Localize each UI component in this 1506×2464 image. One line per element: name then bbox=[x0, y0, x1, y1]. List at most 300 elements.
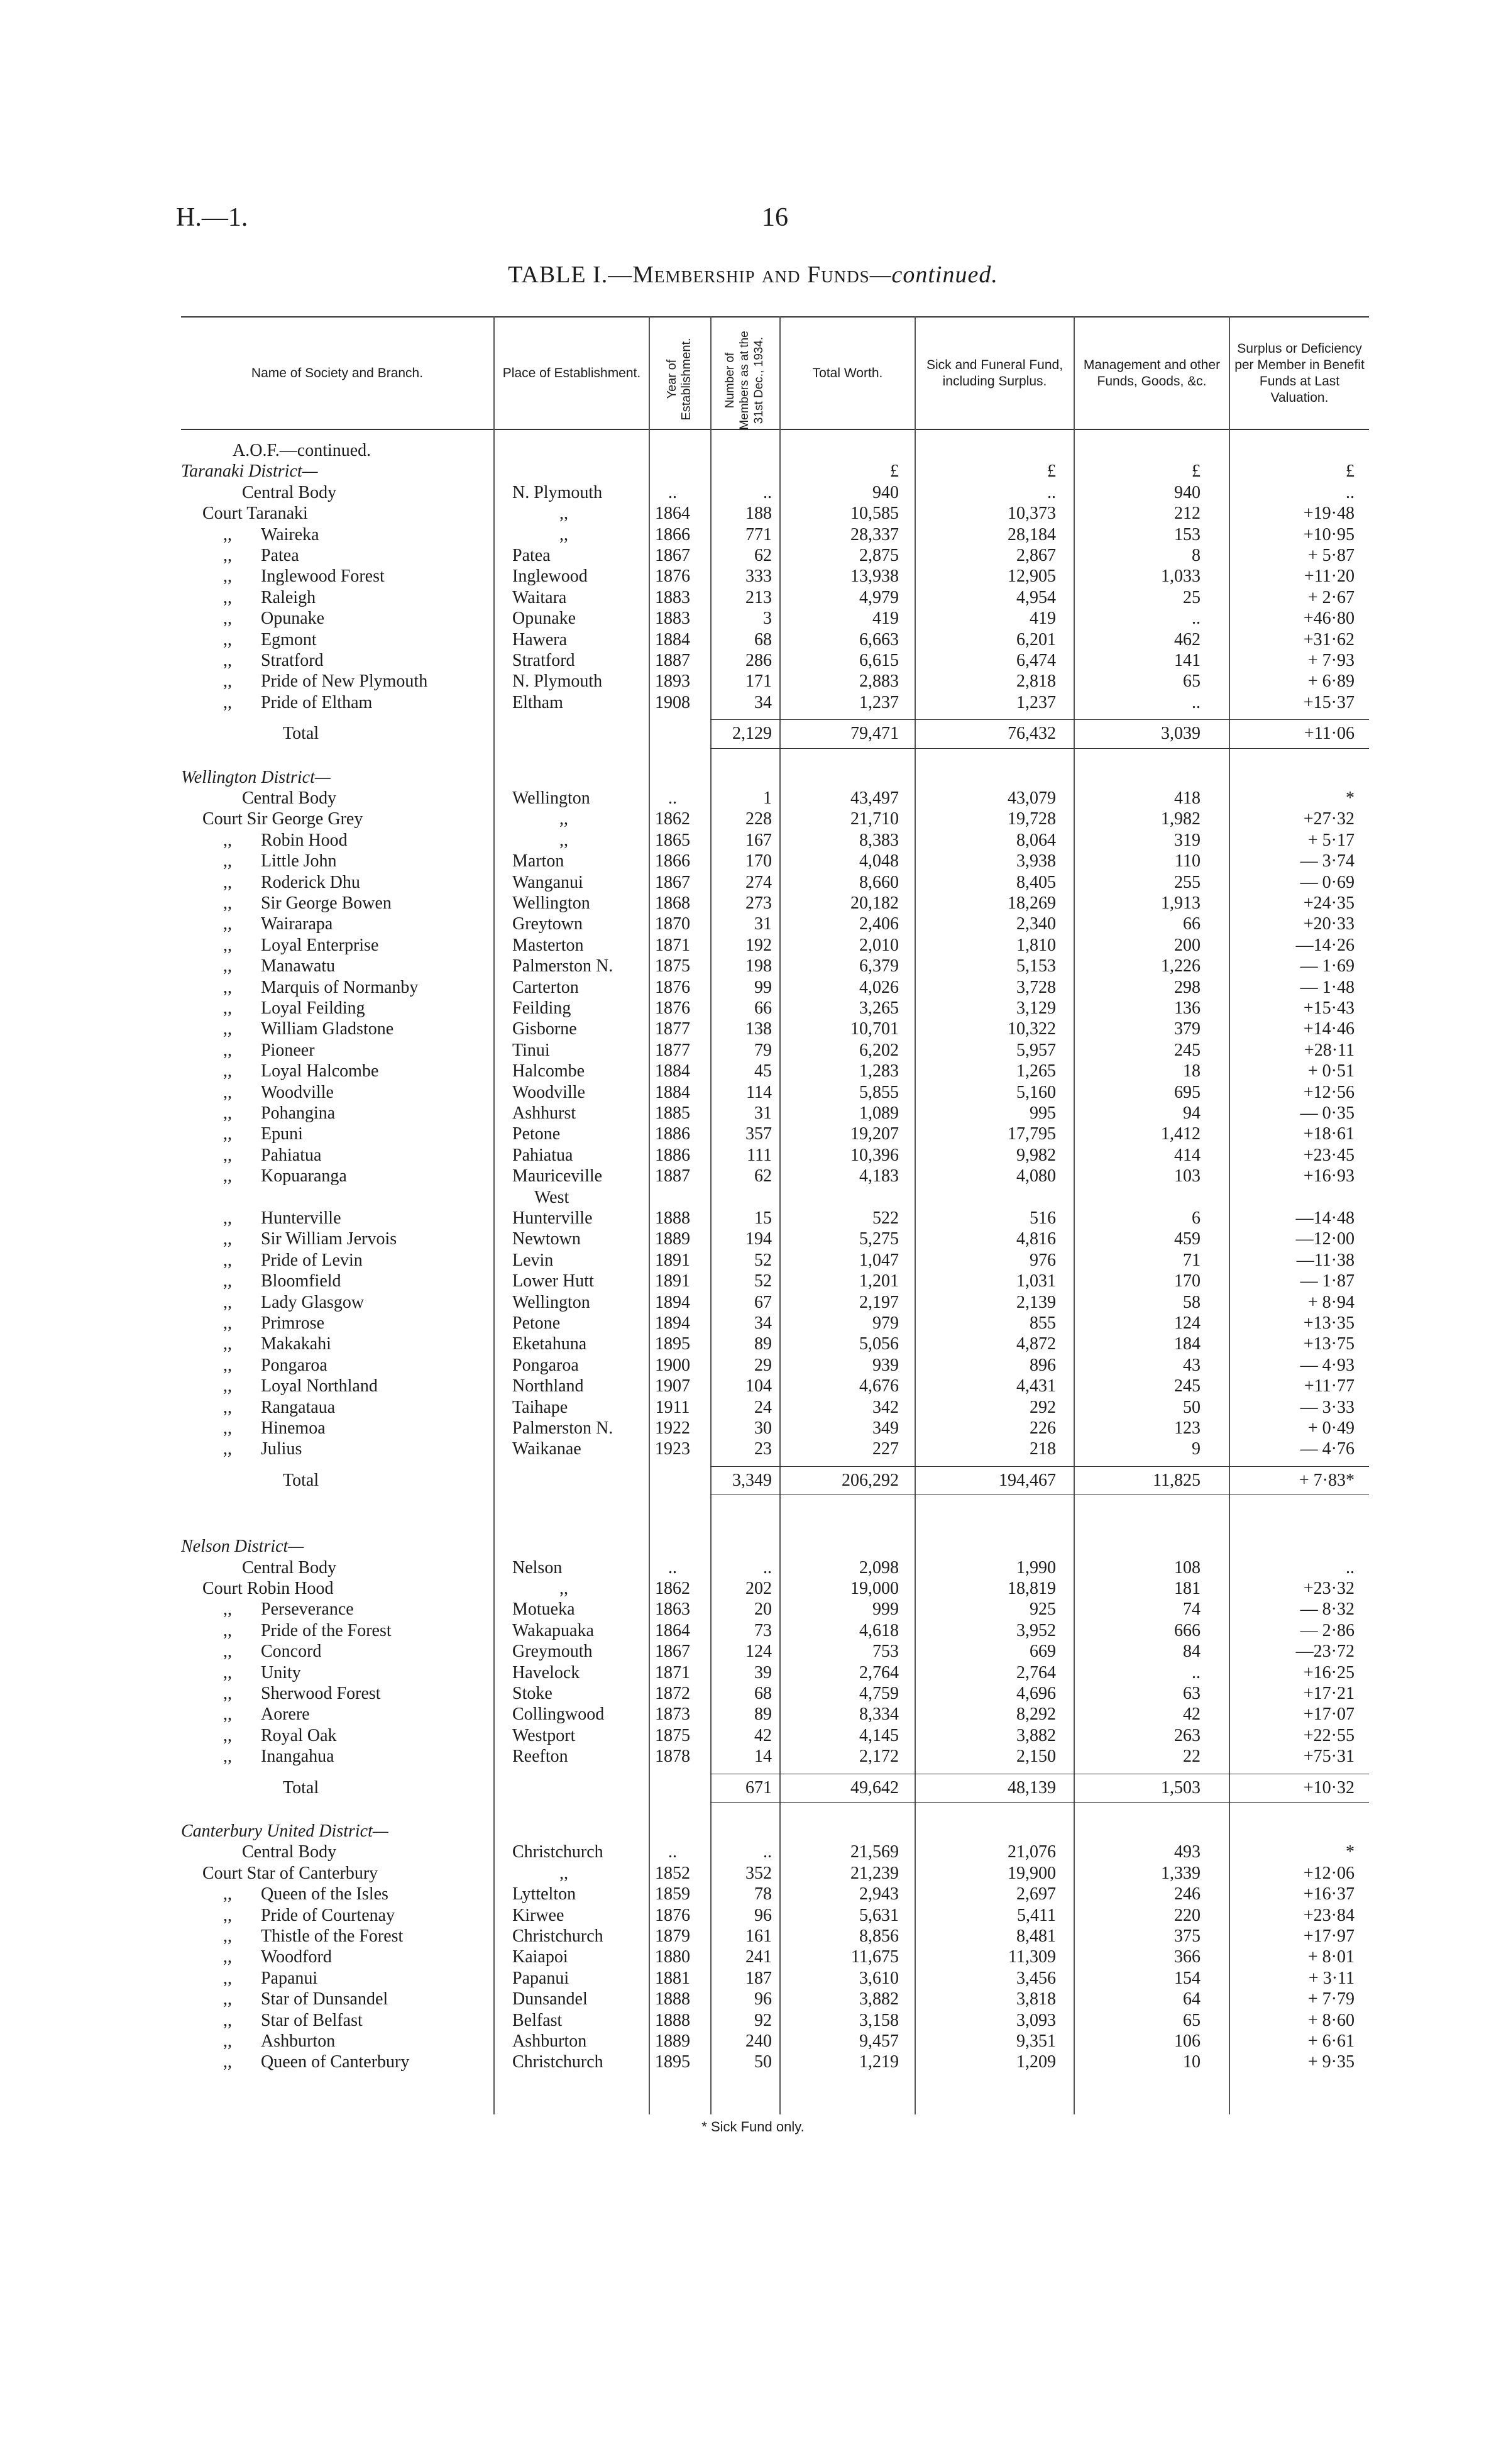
sick-fund: 3,938 bbox=[1016, 851, 1056, 871]
total-worth: 2,875 bbox=[859, 546, 899, 565]
table-row bbox=[0, 1397, 1506, 1418]
place-of-establishment: Halcombe bbox=[512, 1061, 585, 1081]
table-row bbox=[0, 629, 1506, 651]
col-header-year: Year of Establishment. bbox=[665, 338, 693, 421]
place-of-establishment: Feilding bbox=[512, 998, 571, 1018]
place-of-establishment: Mauriceville bbox=[512, 1166, 603, 1186]
sick-fund: 292 bbox=[1030, 1397, 1056, 1417]
ditto-mark: ,, bbox=[223, 893, 232, 913]
member-count: 52 bbox=[754, 1271, 772, 1291]
total-worth: 2,883 bbox=[859, 671, 899, 692]
total-worth: 4,676 bbox=[859, 1376, 899, 1396]
place-of-establishment: Christchurch bbox=[512, 1926, 603, 1946]
sick-fund: 855 bbox=[1030, 1313, 1056, 1333]
table-row bbox=[0, 956, 1506, 977]
place-of-establishment: Inglewood bbox=[512, 566, 588, 587]
surplus-deficiency: + 7·93 bbox=[1307, 651, 1355, 670]
col-header-total-worth: Total Worth. bbox=[812, 365, 883, 380]
surplus-deficiency: +17·07 bbox=[1303, 1704, 1355, 1725]
place-of-establishment: Papanui bbox=[512, 1968, 569, 1988]
sick-fund: 1,209 bbox=[1016, 2052, 1056, 2072]
currency-symbol: £ bbox=[1346, 461, 1355, 482]
member-count: 96 bbox=[754, 1905, 772, 1925]
branch-name: ,, Woodville bbox=[223, 1082, 334, 1102]
year-established: 1863 bbox=[655, 1599, 690, 1620]
management-funds: 493 bbox=[1174, 1842, 1201, 1862]
member-count: 286 bbox=[745, 651, 772, 670]
total-worth: 10,585 bbox=[850, 504, 899, 524]
management-funds: 66 bbox=[1183, 914, 1201, 934]
total-worth: 6,379 bbox=[859, 956, 899, 976]
table-row bbox=[0, 1124, 1506, 1145]
surplus-deficiency: +16·25 bbox=[1303, 1662, 1355, 1682]
total-worth: 979 bbox=[872, 1313, 899, 1333]
table-row bbox=[0, 671, 1506, 692]
total-worth: 4,759 bbox=[859, 1684, 899, 1703]
branch-name: ,, Loyal Northland bbox=[223, 1376, 378, 1396]
ditto-mark: ,, bbox=[223, 1989, 232, 2009]
member-count: 92 bbox=[754, 2010, 772, 2030]
year-established: 1878 bbox=[655, 1747, 690, 1767]
management-funds: 9 bbox=[1192, 1439, 1201, 1459]
branch-name: ,, Roderick Dhu bbox=[223, 872, 360, 892]
branch-name: ,, Patea bbox=[223, 546, 299, 565]
member-count: 241 bbox=[745, 1947, 772, 1967]
table-row bbox=[0, 788, 1506, 809]
branch-name: ,, Pride of Courtenay bbox=[223, 1905, 395, 1925]
member-count: 187 bbox=[745, 1968, 772, 1988]
sick-fund: 5,153 bbox=[1016, 956, 1056, 976]
table-row bbox=[0, 503, 1506, 524]
place-of-establishment: Waikanae bbox=[512, 1439, 581, 1459]
ditto-mark: ,, bbox=[223, 1947, 232, 1967]
management-funds: 414 bbox=[1174, 1145, 1201, 1165]
year-established: 1894 bbox=[655, 1292, 690, 1312]
year-established: 1884 bbox=[655, 1082, 690, 1102]
management-funds: 212 bbox=[1174, 504, 1201, 524]
place-of-establishment: ,, bbox=[559, 830, 568, 850]
surplus-deficiency: +15·43 bbox=[1303, 998, 1355, 1018]
table-row bbox=[0, 914, 1506, 935]
branch-name: ,, Julius bbox=[223, 1439, 302, 1459]
member-count: 20 bbox=[754, 1599, 772, 1620]
total-worth: 11,675 bbox=[851, 1947, 899, 1967]
ditto-mark: ,, bbox=[223, 1725, 232, 1745]
ditto-mark: ,, bbox=[223, 1166, 232, 1186]
ditto-mark: ,, bbox=[223, 1334, 232, 1354]
place-of-establishment: Dunsandel bbox=[512, 1989, 588, 2009]
surplus-deficiency: —23·72 bbox=[1295, 1642, 1355, 1662]
total-worth: 8,383 bbox=[859, 830, 899, 850]
place-of-establishment: Havelock bbox=[512, 1662, 580, 1682]
total-worth: 21,569 bbox=[850, 1842, 899, 1862]
management-funds: 42 bbox=[1183, 1704, 1201, 1725]
surplus-deficiency: — 4·93 bbox=[1300, 1355, 1355, 1375]
management-funds: 170 bbox=[1174, 1271, 1201, 1291]
place-of-establishment: Wellington bbox=[512, 788, 590, 808]
table-row bbox=[0, 1641, 1506, 1662]
total-worth: 999 bbox=[872, 1599, 899, 1620]
total-worth: 19,207 bbox=[850, 1124, 899, 1144]
sick-fund: 2,764 bbox=[1016, 1662, 1056, 1682]
place-of-establishment: Stoke bbox=[512, 1684, 552, 1703]
management-funds: 245 bbox=[1174, 1040, 1201, 1060]
sick-fund: 3,952 bbox=[1016, 1620, 1056, 1640]
sick-fund: 4,872 bbox=[1016, 1334, 1056, 1354]
ditto-mark: ,, bbox=[223, 692, 232, 712]
total-label: Total bbox=[283, 1777, 319, 1798]
ditto-mark: ,, bbox=[223, 1229, 232, 1249]
sick-fund: 11,309 bbox=[1008, 1947, 1056, 1967]
management-funds: .. bbox=[1192, 609, 1201, 629]
branch-name: ,, Papanui bbox=[223, 1968, 318, 1988]
table-row bbox=[0, 1746, 1506, 1767]
total-worth: 8,856 bbox=[859, 1926, 899, 1946]
year-established: 1894 bbox=[655, 1313, 690, 1333]
surplus-deficiency: +22·55 bbox=[1303, 1725, 1355, 1745]
place-of-establishment: Palmerston N. bbox=[512, 956, 613, 976]
ditto-mark: ,, bbox=[223, 1313, 232, 1333]
ditto-mark: ,, bbox=[223, 1439, 232, 1459]
member-count: 1 bbox=[763, 788, 772, 808]
management-funds: 1,982 bbox=[1161, 809, 1201, 829]
surplus-deficiency: — 1·87 bbox=[1300, 1271, 1355, 1291]
sick-fund: 2,340 bbox=[1016, 914, 1056, 934]
surplus-deficiency: + 9·35 bbox=[1307, 2052, 1355, 2072]
total-surplus: +10·32 bbox=[1303, 1777, 1355, 1798]
sick-fund: 19,900 bbox=[1008, 1863, 1056, 1883]
member-count: .. bbox=[763, 482, 772, 502]
management-funds: 8 bbox=[1192, 546, 1201, 565]
section-title bbox=[0, 1821, 1506, 1842]
management-funds: 22 bbox=[1183, 1747, 1201, 1767]
sick-fund: 516 bbox=[1030, 1208, 1056, 1228]
member-count: 161 bbox=[745, 1926, 772, 1946]
management-funds: 153 bbox=[1174, 524, 1201, 544]
surplus-deficiency: +13·35 bbox=[1303, 1313, 1355, 1333]
sick-fund: 2,867 bbox=[1016, 546, 1056, 565]
member-count: 78 bbox=[754, 1884, 772, 1904]
sick-fund: 2,139 bbox=[1016, 1292, 1056, 1312]
surplus-deficiency: — 0·35 bbox=[1300, 1103, 1355, 1123]
place-of-establishment: ,, bbox=[559, 1579, 568, 1598]
total-worth: 5,855 bbox=[859, 1082, 899, 1102]
sick-fund: 9,982 bbox=[1016, 1145, 1056, 1165]
table-row bbox=[0, 1208, 1506, 1229]
ditto-mark: ,, bbox=[223, 1662, 232, 1682]
place-of-establishment: Kaiapoi bbox=[512, 1947, 568, 1967]
branch-name: ,, Queen of Canterbury bbox=[223, 2052, 410, 2072]
table-row bbox=[0, 1313, 1506, 1334]
branch-name: ,, Pohangina bbox=[223, 1103, 336, 1123]
sick-fund: 2,150 bbox=[1016, 1747, 1056, 1767]
management-funds: 940 bbox=[1174, 482, 1201, 502]
table-row bbox=[0, 1662, 1506, 1684]
management-funds: 141 bbox=[1174, 651, 1201, 670]
table-row bbox=[0, 1704, 1506, 1725]
ditto-mark: ,, bbox=[223, 609, 232, 629]
total-worth: 2,406 bbox=[859, 914, 899, 934]
year-established: .. bbox=[668, 1842, 677, 1862]
surplus-deficiency: +19·48 bbox=[1303, 504, 1355, 524]
footnote: * Sick Fund only. bbox=[701, 2119, 805, 2135]
total-worth: 1,219 bbox=[859, 2052, 899, 2072]
year-established: 1889 bbox=[655, 2031, 690, 2051]
ditto-mark: ,, bbox=[223, 1642, 232, 1662]
member-count: 240 bbox=[745, 2031, 772, 2051]
total-worth: 2,010 bbox=[859, 935, 899, 955]
management-funds: 103 bbox=[1174, 1166, 1201, 1186]
member-count: 202 bbox=[745, 1579, 772, 1598]
currency-symbol: £ bbox=[1047, 461, 1056, 482]
year-established: 1888 bbox=[655, 1989, 690, 2009]
year-established: 1884 bbox=[655, 629, 690, 649]
ditto-mark: ,, bbox=[223, 1019, 232, 1039]
total-worth: 10,396 bbox=[850, 1145, 899, 1165]
table-row bbox=[0, 1103, 1506, 1124]
year-established: 1873 bbox=[655, 1704, 690, 1725]
branch-name: ,, Pioneer bbox=[223, 1040, 315, 1060]
ditto-mark: ,, bbox=[223, 1376, 232, 1396]
member-count: 34 bbox=[754, 692, 772, 712]
total-worth-sum: 49,642 bbox=[850, 1777, 899, 1798]
ditto-mark: ,, bbox=[223, 1103, 232, 1123]
place-of-establishment-cont: West bbox=[534, 1187, 569, 1207]
place-of-establishment: Greymouth bbox=[512, 1642, 593, 1662]
branch-name: ,, Kopuaranga bbox=[223, 1166, 347, 1186]
total-worth: 20,182 bbox=[850, 893, 899, 913]
member-count: 352 bbox=[745, 1863, 772, 1883]
total-worth: 21,239 bbox=[850, 1863, 899, 1883]
year-established: 1867 bbox=[655, 872, 690, 892]
sick-fund: 226 bbox=[1030, 1418, 1056, 1438]
place-of-establishment: ,, bbox=[559, 504, 568, 524]
place-of-establishment: Ashhurst bbox=[512, 1103, 576, 1123]
table-row bbox=[0, 1229, 1506, 1250]
management-funds: 1,033 bbox=[1161, 566, 1201, 587]
district-name: Nelson District— bbox=[181, 1537, 304, 1557]
member-count: 15 bbox=[754, 1208, 772, 1228]
member-count: 34 bbox=[754, 1313, 772, 1333]
surplus-deficiency: +23·32 bbox=[1303, 1579, 1355, 1598]
sick-fund: 419 bbox=[1030, 609, 1056, 629]
total-rule bbox=[710, 719, 1369, 720]
branch-name: ,, Robin Hood bbox=[223, 830, 348, 850]
year-established: 1922 bbox=[655, 1418, 690, 1438]
total-worth: 21,710 bbox=[850, 809, 899, 829]
surplus-deficiency: +28·11 bbox=[1304, 1040, 1355, 1060]
table-row bbox=[0, 1683, 1506, 1704]
member-count: 194 bbox=[745, 1229, 772, 1249]
member-count: 73 bbox=[754, 1620, 772, 1640]
total-worth: 13,938 bbox=[850, 566, 899, 587]
table-row bbox=[0, 650, 1506, 671]
sick-fund: 2,697 bbox=[1016, 1884, 1056, 1904]
ditto-mark: ,, bbox=[223, 651, 232, 670]
branch-name: ,, Epuni bbox=[223, 1124, 303, 1144]
surplus-deficiency: +11·77 bbox=[1304, 1376, 1355, 1396]
branch-name: ,, Pongaroa bbox=[223, 1355, 327, 1375]
surplus-deficiency: +11·20 bbox=[1304, 566, 1355, 587]
surplus-deficiency: + 3·11 bbox=[1308, 1968, 1355, 1988]
ditto-mark: ,, bbox=[223, 914, 232, 934]
surplus-deficiency: * bbox=[1346, 788, 1355, 808]
year-established: 1893 bbox=[655, 671, 690, 692]
surplus-deficiency: +24·35 bbox=[1303, 893, 1355, 913]
table-row bbox=[0, 809, 1506, 830]
management-funds: 181 bbox=[1174, 1579, 1201, 1598]
year-established: 1889 bbox=[655, 1229, 690, 1249]
ditto-mark: ,, bbox=[223, 1271, 232, 1291]
year-established: 1864 bbox=[655, 1620, 690, 1640]
ditto-mark: ,, bbox=[223, 1926, 232, 1946]
section-title bbox=[0, 1536, 1506, 1557]
branch-name: ,, Bloomfield bbox=[223, 1271, 341, 1291]
management-funds: 263 bbox=[1174, 1725, 1201, 1745]
place-of-establishment: Masterton bbox=[512, 935, 584, 955]
page-number: 16 bbox=[762, 203, 788, 232]
management-funds: 246 bbox=[1174, 1884, 1201, 1904]
sick-fund: 4,816 bbox=[1016, 1229, 1056, 1249]
surplus-deficiency: +15·37 bbox=[1303, 692, 1355, 712]
table-row bbox=[0, 1842, 1506, 1863]
sick-fund: 18,819 bbox=[1008, 1579, 1056, 1598]
surplus-deficiency: — 1·48 bbox=[1300, 977, 1355, 997]
total-sick-fund: 76,432 bbox=[1008, 724, 1056, 744]
table-row bbox=[0, 524, 1506, 546]
branch-name: ,, Lady Glasgow bbox=[223, 1292, 365, 1312]
year-established: 1871 bbox=[655, 935, 690, 955]
management-funds: .. bbox=[1192, 1662, 1201, 1682]
table-row bbox=[0, 851, 1506, 872]
branch-name: ,, Waireka bbox=[223, 524, 319, 544]
branch-name: ,, Rangataua bbox=[223, 1397, 336, 1417]
total-worth: 5,056 bbox=[859, 1334, 899, 1354]
management-funds: 298 bbox=[1174, 977, 1201, 997]
total-worth-sum: 79,471 bbox=[850, 724, 899, 744]
member-count: 99 bbox=[754, 977, 772, 997]
branch-name: ,, Hunterville bbox=[223, 1208, 341, 1228]
table-row bbox=[0, 1599, 1506, 1620]
place-of-establishment: Kirwee bbox=[512, 1905, 564, 1925]
place-of-establishment: Gisborne bbox=[512, 1019, 577, 1039]
table-row bbox=[0, 1250, 1506, 1271]
sick-fund: 4,954 bbox=[1016, 587, 1056, 607]
year-established: 1891 bbox=[655, 1250, 690, 1270]
place-of-establishment: Belfast bbox=[512, 2010, 563, 2030]
table-row bbox=[0, 608, 1506, 629]
sick-fund: 3,093 bbox=[1016, 2010, 1056, 2030]
branch-name: ,, Hinemoa bbox=[223, 1418, 326, 1438]
sick-fund: 669 bbox=[1030, 1642, 1056, 1662]
surplus-deficiency: +12·56 bbox=[1303, 1082, 1355, 1102]
branch-name: ,, Inglewood Forest bbox=[223, 566, 385, 587]
surplus-deficiency: +31·62 bbox=[1303, 629, 1355, 649]
surplus-deficiency: — 8·32 bbox=[1300, 1599, 1355, 1620]
surplus-deficiency: +16·93 bbox=[1303, 1166, 1355, 1186]
management-funds: 65 bbox=[1183, 2010, 1201, 2030]
surplus-deficiency: + 6·89 bbox=[1307, 671, 1355, 692]
total-worth: 2,172 bbox=[859, 1747, 899, 1767]
management-funds: 71 bbox=[1183, 1250, 1201, 1270]
col-header-name: Name of Society and Branch. bbox=[251, 365, 424, 380]
place-of-establishment: ,, bbox=[559, 524, 568, 544]
member-count: 192 bbox=[745, 935, 772, 955]
surplus-deficiency: + 8·01 bbox=[1307, 1947, 1355, 1967]
col-header-management: Management and other Funds, Goods, &c. bbox=[1083, 357, 1221, 389]
total-worth: 6,663 bbox=[859, 629, 899, 649]
total-rule bbox=[710, 1494, 1369, 1495]
district-name: Wellington District— bbox=[181, 767, 331, 787]
place-of-establishment: Petone bbox=[512, 1124, 561, 1144]
table-row bbox=[0, 1968, 1506, 1989]
management-funds: 366 bbox=[1174, 1947, 1201, 1967]
year-established: 1883 bbox=[655, 587, 690, 607]
place-of-establishment: Pongaroa bbox=[512, 1355, 579, 1375]
member-count: 228 bbox=[745, 809, 772, 829]
member-count: 68 bbox=[754, 1684, 772, 1703]
year-established: 1895 bbox=[655, 2052, 690, 2072]
surplus-deficiency: — 3·33 bbox=[1300, 1397, 1355, 1417]
table-row bbox=[0, 1439, 1506, 1460]
ditto-mark: ,, bbox=[223, 1599, 232, 1620]
member-count: 23 bbox=[754, 1439, 772, 1459]
total-row bbox=[0, 723, 1506, 744]
table-row bbox=[0, 1557, 1506, 1579]
branch-name: ,, Loyal Feilding bbox=[223, 998, 365, 1018]
place-of-establishment: Woodville bbox=[512, 1082, 585, 1102]
table-row bbox=[0, 1725, 1506, 1747]
total-worth: 4,618 bbox=[859, 1620, 899, 1640]
place-of-establishment: Northland bbox=[512, 1376, 584, 1396]
ditto-mark: ,, bbox=[223, 851, 232, 871]
table-row bbox=[0, 1019, 1506, 1040]
surplus-deficiency: +17·21 bbox=[1303, 1684, 1355, 1703]
management-funds: 154 bbox=[1174, 1968, 1201, 1988]
table-title: TABLE I.—Membership and Funds—continued. bbox=[508, 262, 998, 288]
branch-name: ,, Stratford bbox=[223, 651, 324, 670]
total-row bbox=[0, 1470, 1506, 1491]
year-established: 1871 bbox=[655, 1662, 690, 1682]
member-count: 188 bbox=[745, 504, 772, 524]
branch-name: ,, Little John bbox=[223, 851, 337, 871]
table-row bbox=[0, 1145, 1506, 1166]
sick-fund: 4,696 bbox=[1016, 1684, 1056, 1703]
table-row bbox=[0, 2031, 1506, 2052]
col-header-sick-fund: Sick and Funeral Fund, including Surplus. bbox=[926, 357, 1064, 389]
branch-name: ,, Queen of the Isles bbox=[223, 1884, 388, 1904]
total-rule bbox=[710, 1466, 1369, 1467]
place-of-establishment: Wakapuaka bbox=[512, 1620, 594, 1640]
branch-name: ,, Inangahua bbox=[223, 1747, 334, 1767]
surplus-deficiency: +12·06 bbox=[1303, 1863, 1355, 1883]
management-funds: 375 bbox=[1174, 1926, 1201, 1946]
ditto-mark: ,, bbox=[223, 1747, 232, 1767]
member-count: 45 bbox=[754, 1061, 772, 1081]
member-count: .. bbox=[763, 1842, 772, 1862]
member-count: 62 bbox=[754, 546, 772, 565]
branch-name: ,, Marquis of Normanby bbox=[223, 977, 419, 997]
member-count: 274 bbox=[745, 872, 772, 892]
branch-name: ,, Aorere bbox=[223, 1704, 310, 1725]
surplus-deficiency: —14·26 bbox=[1295, 935, 1355, 955]
total-worth: 6,615 bbox=[859, 651, 899, 670]
place-of-establishment: Greytown bbox=[512, 914, 583, 934]
currency-symbol: £ bbox=[1192, 461, 1201, 482]
management-funds: 63 bbox=[1183, 1684, 1201, 1703]
member-count: 67 bbox=[754, 1292, 772, 1312]
branch-name: ,, Pride of the Forest bbox=[223, 1620, 392, 1640]
